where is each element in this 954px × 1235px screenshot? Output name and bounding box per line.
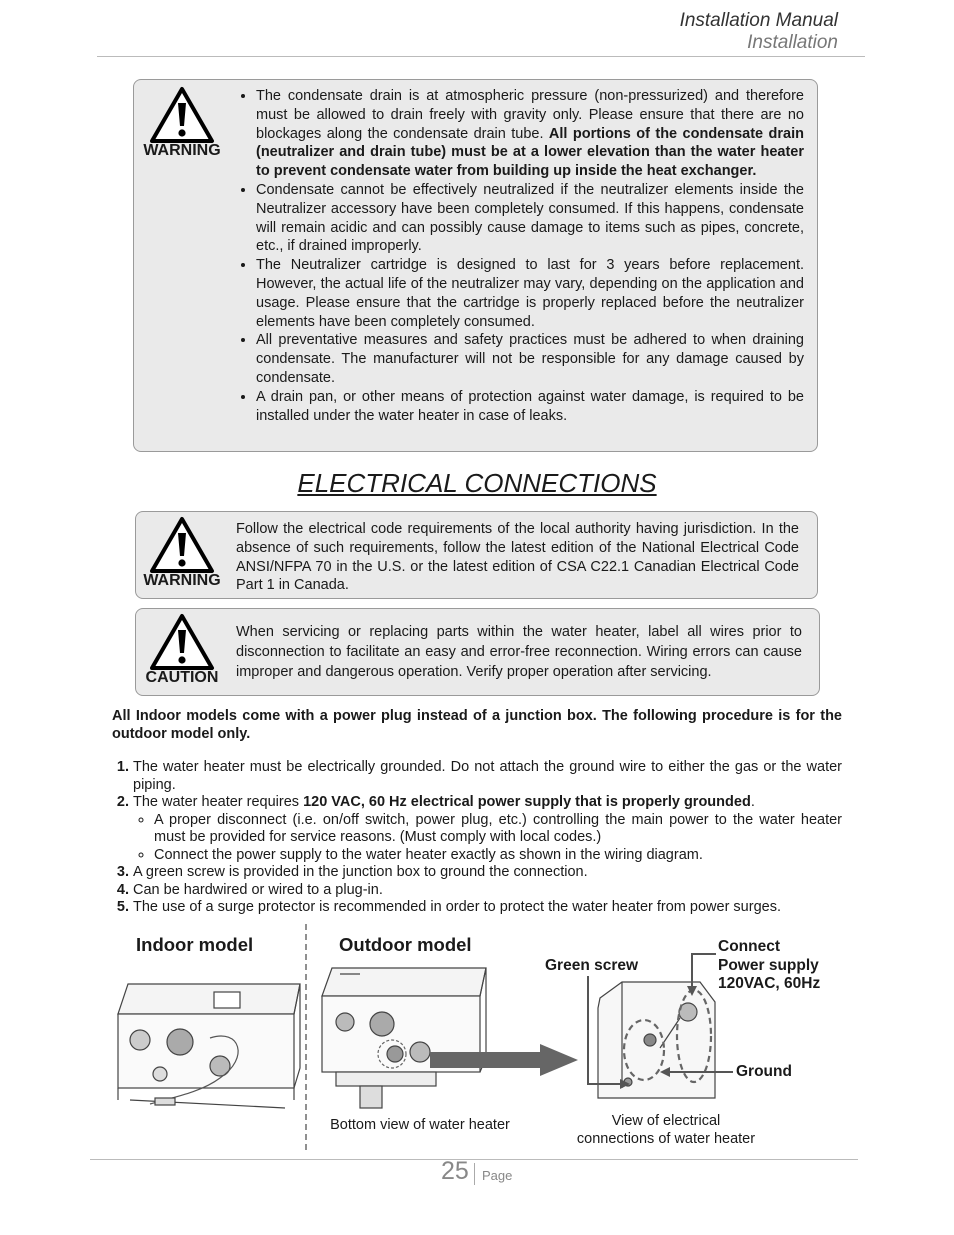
electrical-view-caption: View of electrical connections of water heater	[576, 1113, 756, 1147]
warning-triangle-icon	[149, 516, 215, 574]
step-item: 3. A green screw is provided in the junction box to ground the connection.	[133, 864, 842, 882]
ground-label: Ground	[736, 1063, 792, 1080]
warning-electrical-text: Follow the electrical code requirements of the local authority having jurisdiction. In the absence of such requirements, follow the latest edition of the National Electrical Code ANSI/NFPA 70 in the U.S. or the latest edition of CSA C22.1 Canadian Electrical Code Part 1 in Canada.	[236, 521, 799, 594]
step-item: 5. The use of a surge protector is recommended in order to protect the water heater from power surges.	[133, 899, 842, 917]
outdoor-heater-drawing	[322, 968, 486, 1108]
warning-bullet: • A drain pan, or other means of protection against water damage, is required to be installed under the water heater in case of leaks.	[256, 388, 804, 426]
intro-text: All Indoor models come with a power plug instead of a junction box. The following procedure is for the outdoor model only.	[112, 708, 842, 742]
steps-list	[112, 759, 842, 917]
indoor-model-label: Indoor model	[136, 934, 254, 955]
warning-bullet: • The Neutralizer cartridge is designed to last for 3 years before replacement. However, the actual life of the neutralizer may vary, depending on the application and usage. Please ensure that the cartridge is properly replaced before the neutralizer elements have been completely consumed.	[256, 256, 804, 331]
bottom-view-caption: Bottom view of water heater	[330, 1117, 510, 1133]
step-item: 2. The water heater requires 120 VAC, 60 Hz electrical power supply that is properly grounded. ◦ A proper disconnect (i.e. on/off switch, power plug, etc.) controlling the main power to the water heater must be provided for service reasons. (Must comply with local codes.) ◦ Connect the power supply to the water heater exactly as shown in the wiring diagram.	[133, 794, 842, 864]
footer-divider	[90, 1159, 858, 1160]
warning-box-electrical	[135, 511, 818, 599]
header-title: Installation Manual	[679, 10, 838, 31]
warning-bullet: • Condensate cannot be effectively neutralized if the neutralizer elements inside the Neutralizer accessory have been completely consumed. If this happens, condensate will remain acidic and can possibly cause damage to items such as pipes, concrete, etc., if drained improperly.	[256, 181, 804, 256]
warning-triangle-icon	[149, 86, 215, 144]
outdoor-model-label: Outdoor model	[339, 934, 472, 955]
connect-label: Connect Power supply 120VAC, 60Hz	[718, 938, 821, 992]
indoor-heater-drawing	[118, 984, 300, 1108]
caution-label: CAUTION	[145, 669, 219, 686]
page-label: Page	[482, 1168, 513, 1183]
step-subitem: ◦ Connect the power supply to the water heater exactly as shown in the wiring diagram.	[154, 847, 842, 865]
warning-label: WARNING	[143, 142, 221, 159]
header-section: Installation	[747, 32, 838, 53]
warning-label: WARNING	[143, 572, 221, 589]
step-subitem: ◦ A proper disconnect (i.e. on/off switch, power plug, etc.) controlling the main power to the water heater must be provided for service reasons. (Must comply with local codes.)	[154, 812, 842, 847]
caution-text: When servicing or replacing parts within the water heater, label all wires prior to disconnection to facilitate an easy and error-free reconnection. Wiring errors can cause improper and dangerous operation. Verify proper operation after servicing.	[236, 624, 802, 680]
header-divider	[97, 56, 865, 57]
junction-box-drawing	[598, 982, 715, 1098]
caution-box	[135, 608, 820, 696]
caution-symbol	[137, 613, 227, 687]
page-number: 25	[441, 1157, 469, 1185]
warning-symbol	[137, 86, 227, 160]
warning-symbol	[137, 516, 227, 590]
section-title: ELECTRICAL CONNECTIONS	[297, 468, 657, 498]
step-item: 1. The water heater must be electrically grounded. Do not attach the ground wire to either the gas or the water piping.	[133, 759, 842, 794]
page-separator	[474, 1163, 475, 1185]
warning-box-condensate	[133, 79, 818, 452]
warning-text	[234, 87, 804, 425]
step-item: 4. Can be hardwired or wired to a plug-in.	[133, 882, 842, 900]
green-screw-label: Green screw	[545, 957, 639, 974]
warning-bullet: • The condensate drain is at atmospheric pressure (non-pressurized) and therefore must be allowed to drain freely with gravity only. Please ensure that there are no blockages along the condensate drain tube. All portions of the condensate drain (neutralizer and drain tube) must be at a lower elevation than the water heater to prevent condensate water from building up inside the heat exchanger.	[256, 87, 804, 181]
warning-triangle-icon	[149, 613, 215, 671]
warning-bullet: • All preventative measures and safety practices must be adhered to when draining condensate. The manufacturer will not be responsible for any damage caused by condensate.	[256, 331, 804, 387]
